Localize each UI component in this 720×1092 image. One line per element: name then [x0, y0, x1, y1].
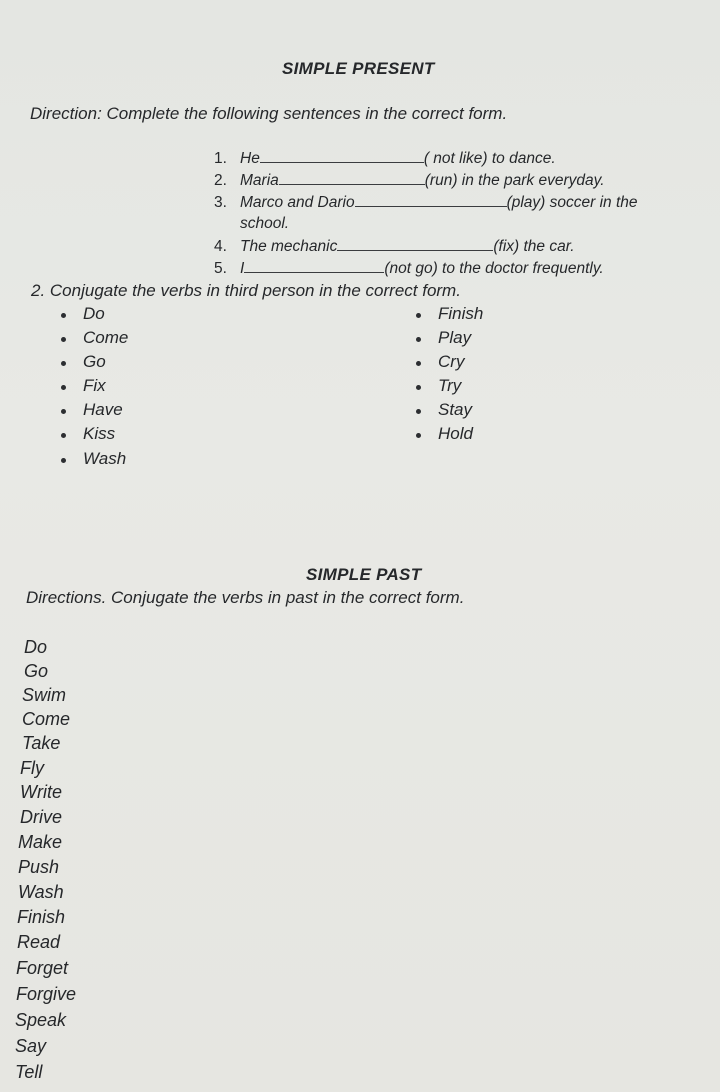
bullet-icon [416, 313, 421, 318]
verb-item: Finish [438, 304, 484, 323]
past-verb-item: Do [24, 637, 48, 657]
past-verb-item: Say [15, 1036, 47, 1056]
past-title: SIMPLE PAST [306, 565, 422, 584]
past-verb-item: Forgive [16, 984, 77, 1004]
past-verb-item: Tell [15, 1062, 43, 1082]
verb-item: Kiss [83, 424, 116, 443]
sentence-3-continuation: school. [240, 215, 290, 232]
past-verb-item: Forget [16, 958, 69, 978]
verb-item: Have [83, 400, 123, 419]
sentence-5 [214, 258, 604, 278]
verb-item: Go [83, 352, 106, 371]
past-direction: Directions. Conjugate the verbs in past in the correct form. [26, 588, 465, 607]
answer-blank[interactable] [260, 148, 424, 163]
answer-blank[interactable] [337, 236, 493, 251]
verb-item: Hold [438, 424, 473, 443]
present-direction: Direction: Complete the following sentences in the correct form. [30, 104, 508, 123]
task-2-instruction: 2. Conjugate the verbs in third person in the correct form. [31, 281, 461, 300]
bullet-icon [61, 313, 66, 318]
bullet-icon [61, 433, 66, 438]
past-verb-item: Fly [20, 758, 44, 778]
sentence-end: (play) soccer in the [506, 194, 638, 211]
sentence-4 [214, 236, 575, 256]
sentence-1 [214, 148, 556, 168]
past-verb-item: Push [18, 857, 60, 877]
past-verb-item: Speak [15, 1010, 67, 1030]
past-verb-item: Swim [22, 685, 66, 705]
verb-item: Wash [83, 449, 127, 468]
sentence-start: The mechanic [240, 238, 338, 255]
sentence-2 [214, 170, 605, 190]
bullet-icon [416, 409, 421, 414]
sentence-end: (run) in the park everyday. [424, 172, 605, 189]
past-verb-item: Drive [20, 807, 63, 827]
sentence-end: ( not like) to dance. [423, 150, 556, 167]
bullet-icon [61, 361, 66, 366]
past-verb-item: Read [17, 932, 61, 952]
sentence-number: 5. [214, 260, 227, 277]
sentence-end: (fix) the car. [493, 238, 575, 255]
bullet-icon [416, 361, 421, 366]
bullet-icon [416, 385, 421, 390]
sentence-start: I [240, 260, 245, 277]
sentence-start: Maria [240, 172, 279, 189]
present-title: SIMPLE PRESENT [282, 59, 435, 78]
bullet-icon [61, 385, 66, 390]
bullet-icon [416, 337, 421, 342]
bullet-icon [416, 433, 421, 438]
answer-blank[interactable] [244, 258, 384, 273]
sentence-number: 3. [214, 194, 227, 211]
verb-item: Try [438, 376, 462, 395]
verb-item: Play [438, 328, 472, 347]
sentence-number: 1. [214, 150, 227, 167]
verb-item: Fix [83, 376, 106, 395]
bullet-icon [61, 458, 66, 463]
bullet-icon [61, 337, 66, 342]
verb-item: Cry [438, 352, 465, 371]
past-verb-item: Wash [18, 882, 64, 902]
verb-item: Come [83, 328, 129, 347]
sentence-number: 2. [214, 172, 227, 189]
verb-item: Do [83, 304, 105, 323]
past-verb-item: Take [22, 733, 61, 753]
past-verb-item: Make [18, 832, 63, 852]
sentence-number: 4. [214, 238, 227, 255]
past-verb-item: Finish [17, 907, 66, 927]
sentence-end: (not go) to the doctor frequently. [384, 260, 604, 277]
sentence-3 [214, 192, 638, 212]
verb-item: Stay [438, 400, 473, 419]
sentence-start: Marco and Dario [240, 194, 355, 211]
sentence-start: He [240, 150, 260, 167]
past-verb-item: Come [22, 709, 71, 729]
answer-blank[interactable] [279, 170, 425, 185]
bullet-icon [61, 409, 66, 414]
past-verb-item: Go [24, 661, 49, 681]
past-verb-item: Write [20, 782, 62, 802]
answer-blank[interactable] [355, 192, 507, 207]
